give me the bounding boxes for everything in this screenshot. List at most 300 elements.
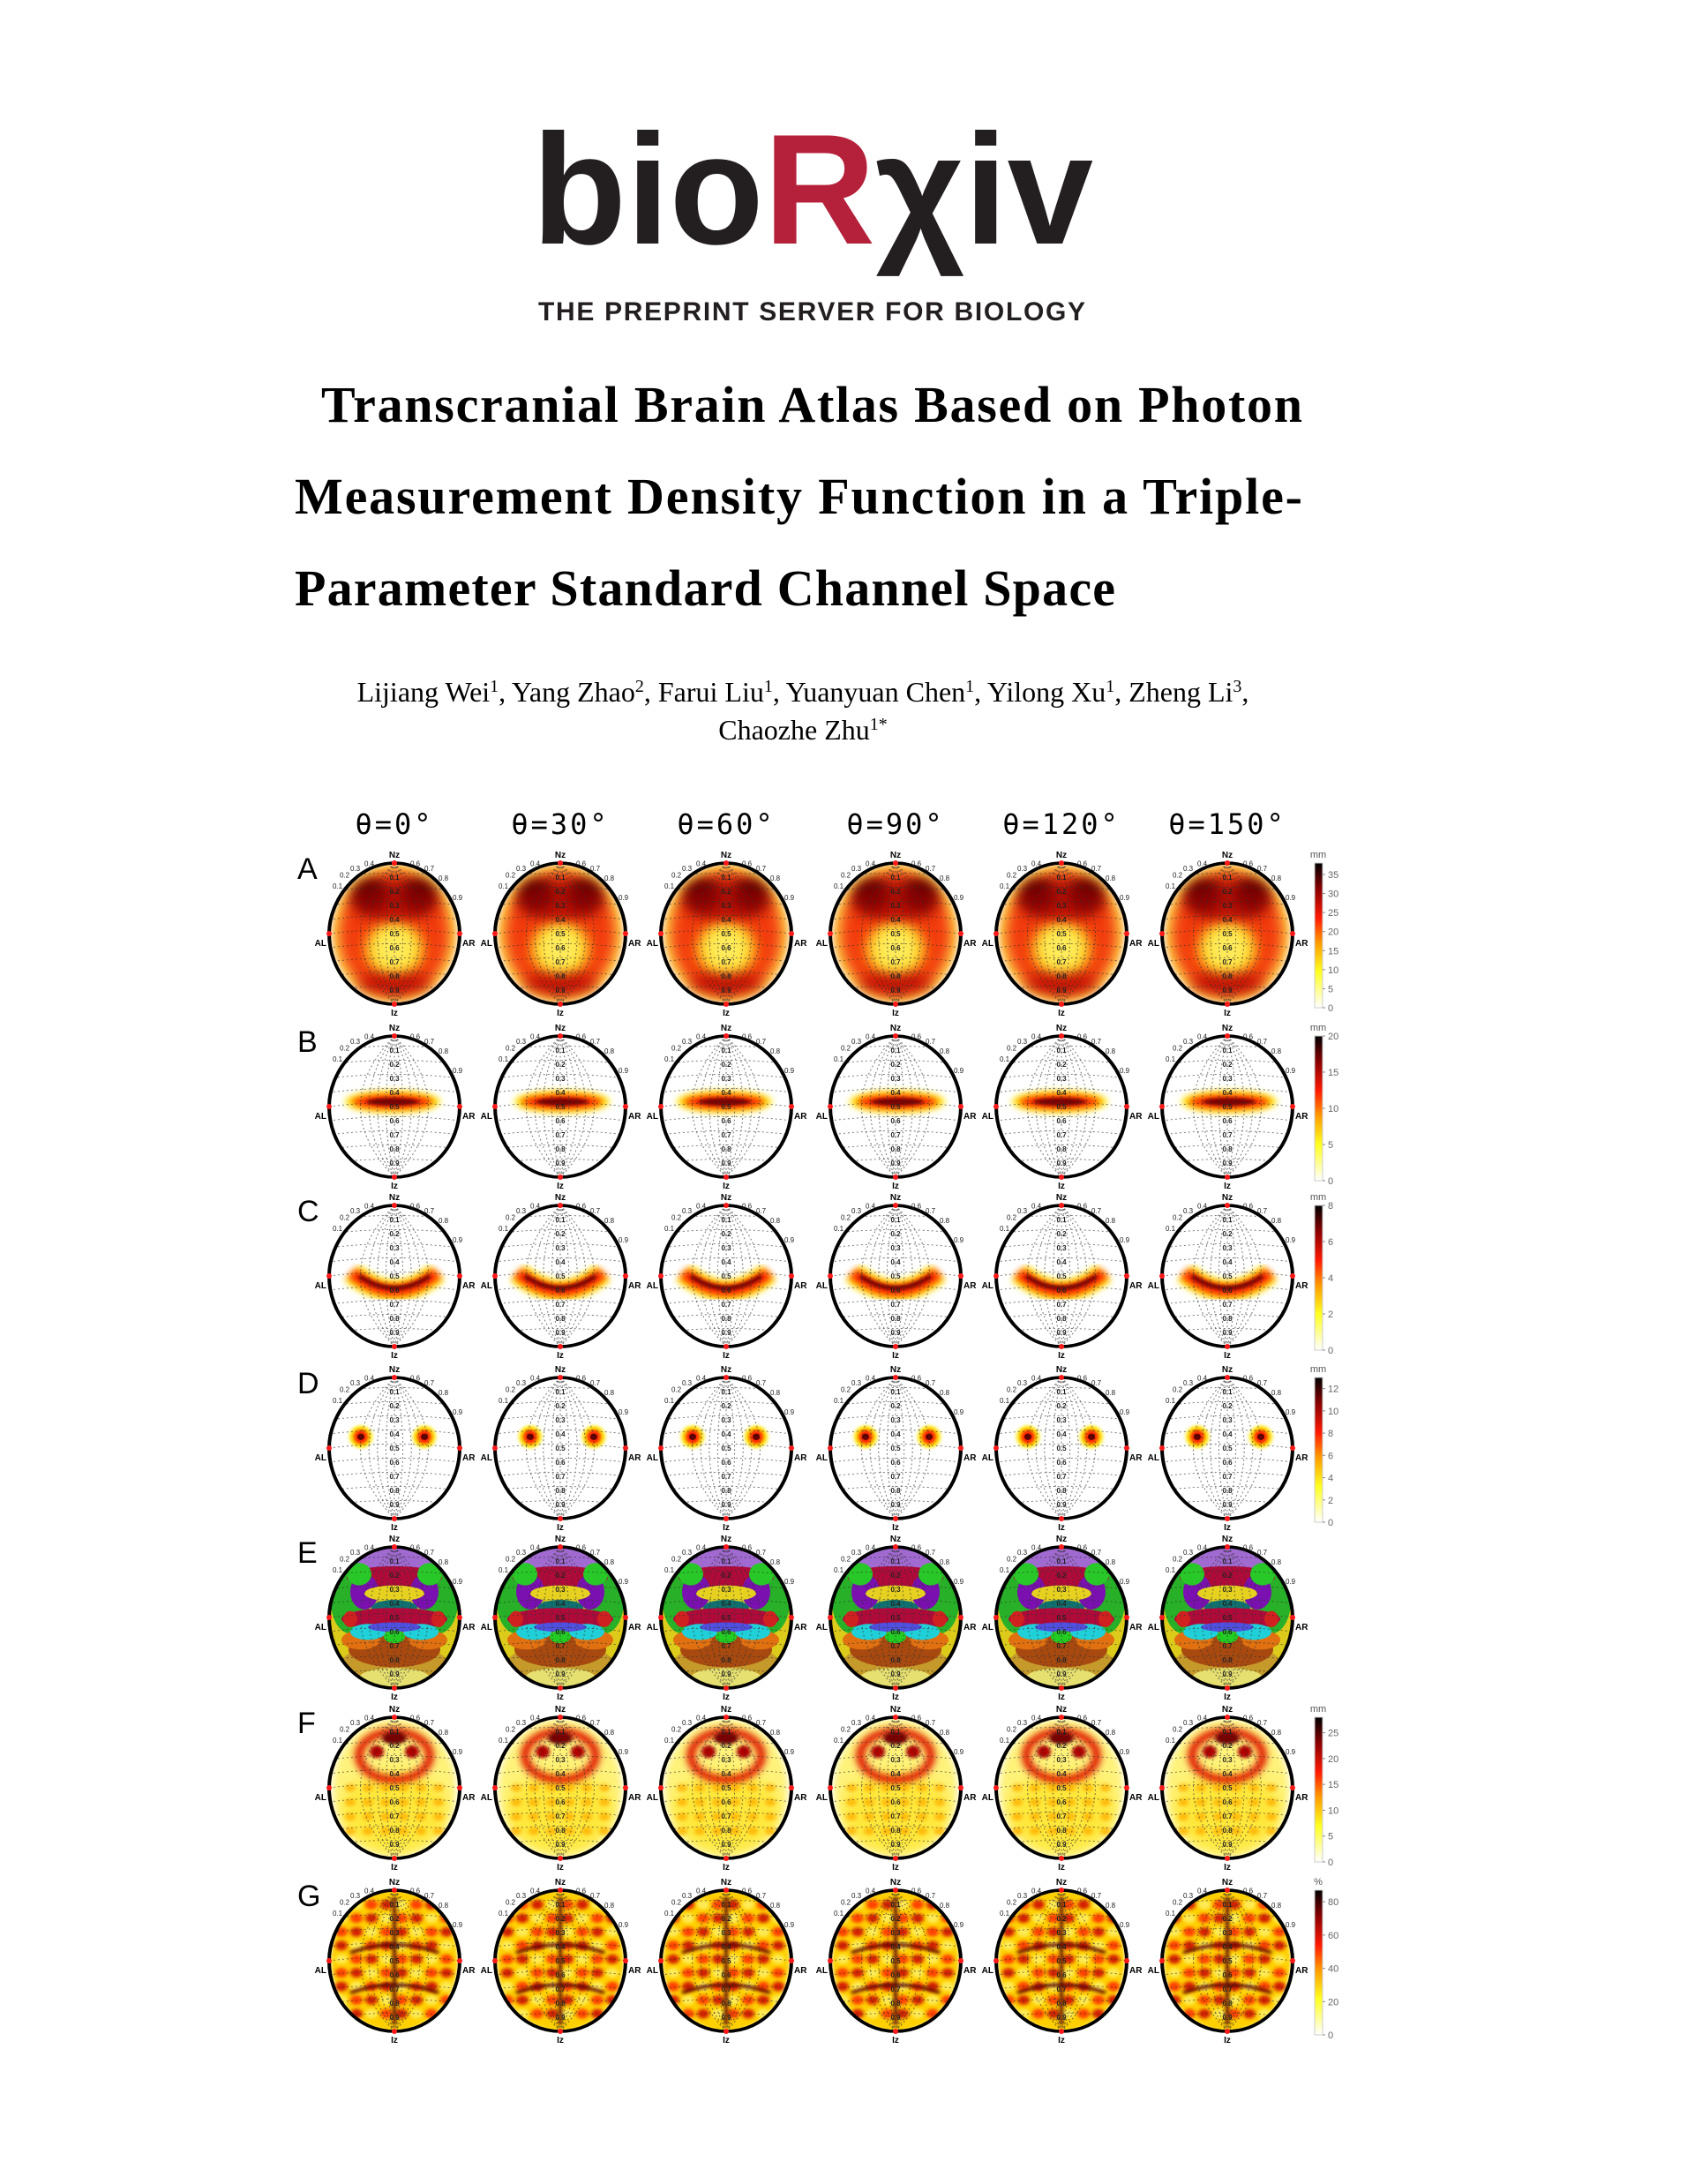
grid-tick-label: 0.1 bbox=[1056, 1728, 1067, 1736]
intensity-blob bbox=[1196, 1812, 1206, 1820]
perimeter-tick-label: 0.8 bbox=[439, 1047, 449, 1055]
grid-tick-label: 0.7 bbox=[1056, 1642, 1067, 1650]
grid-tick-label: 0.9 bbox=[555, 987, 566, 994]
fiducial-marker bbox=[392, 1175, 397, 1180]
perimeter-tick-label: 0.8 bbox=[1106, 874, 1116, 882]
grid-tick-label: 0.1 bbox=[1056, 1557, 1067, 1565]
perimeter-tick-label: 0.8 bbox=[940, 1389, 950, 1397]
head-label-iz: Iz bbox=[557, 1692, 564, 1702]
grid-tick-label: 0.6 bbox=[1056, 944, 1067, 952]
perimeter-tick-label: 0.8 bbox=[770, 1047, 781, 1055]
intensity-blob bbox=[742, 1900, 754, 1910]
head-label-ar: AR bbox=[462, 1453, 476, 1463]
grid-tick-label: 0.7 bbox=[890, 1301, 901, 1309]
perimeter-tick-label: 0.7 bbox=[756, 1892, 767, 1901]
grid-tick-label: 0.7 bbox=[890, 1131, 901, 1139]
intensity-blob bbox=[742, 1955, 754, 1964]
fiducial-marker bbox=[993, 1615, 999, 1620]
fiducial-marker bbox=[623, 1958, 628, 1963]
perimeter-tick-label: 0.7 bbox=[756, 1549, 767, 1557]
grid-tick-label: 0.4 bbox=[890, 916, 901, 924]
perimeter-tick-label: 0.9 bbox=[784, 1407, 795, 1416]
grid-tick-label: 0.8 bbox=[555, 972, 566, 980]
intensity-blob bbox=[335, 1955, 348, 1964]
perimeter-tick-label: 0.3 bbox=[1183, 1549, 1194, 1557]
intensity-blob bbox=[410, 1968, 423, 1978]
grid-tick-label: 0.9 bbox=[890, 1841, 901, 1849]
perimeter-tick-label: 0.9 bbox=[784, 1235, 795, 1244]
grid-tick-label: 0.2 bbox=[1222, 1402, 1233, 1410]
head-label-ar: AR bbox=[628, 1966, 641, 1976]
fiducial-marker bbox=[1124, 1104, 1129, 1109]
head-label-al: AL bbox=[1147, 1112, 1159, 1122]
head-label-nz: Nz bbox=[889, 1705, 902, 1715]
grid-tick-label: 0.3 bbox=[721, 1586, 731, 1594]
grid-tick-label: 0.4 bbox=[389, 1430, 400, 1438]
grid-tick-label: 0.1 bbox=[890, 1388, 901, 1396]
grid-tick-label: 0.1 bbox=[890, 1557, 901, 1565]
fiducial-marker bbox=[1059, 1888, 1064, 1893]
grid-tick-label: 0.1 bbox=[389, 1901, 400, 1909]
fiducial-marker bbox=[893, 1544, 898, 1550]
grid-tick-label: 0.3 bbox=[721, 1929, 731, 1937]
head-label-iz: Iz bbox=[892, 2036, 899, 2045]
intensity-blob bbox=[675, 1611, 689, 1627]
head-label-nz: Nz bbox=[720, 851, 732, 860]
head-label-al: AL bbox=[981, 1112, 993, 1122]
perimeter-tick-label: 0.2 bbox=[340, 871, 350, 880]
grid-tick-label: 0.8 bbox=[389, 1315, 400, 1323]
fiducial-marker bbox=[492, 931, 498, 936]
author-name: Farui Liu bbox=[657, 676, 764, 708]
perimeter-tick-label: 0.6 bbox=[1077, 859, 1088, 868]
perimeter-tick-label: 0.4 bbox=[530, 1543, 541, 1552]
intensity-blob bbox=[926, 1927, 939, 1937]
grid-tick-label: 0.7 bbox=[1222, 1301, 1233, 1309]
grid-tick-label: 0.1 bbox=[890, 1728, 901, 1736]
fiducial-marker bbox=[993, 1785, 999, 1790]
perimeter-tick-label: 0.9 bbox=[1286, 1577, 1296, 1586]
intensity-blob bbox=[1178, 1812, 1188, 1820]
grid-tick-label: 0.7 bbox=[555, 1131, 566, 1139]
grid-tick-label: 0.2 bbox=[890, 1061, 901, 1069]
fiducial-marker bbox=[958, 1785, 963, 1790]
grid-tick-label: 0.7 bbox=[721, 1985, 731, 1993]
grid-tick-label: 0.9 bbox=[389, 1670, 400, 1678]
perimeter-tick-label: 0.4 bbox=[364, 1543, 375, 1552]
colorbar-tick-label: 2 bbox=[1328, 1495, 1334, 1506]
fiducial-marker bbox=[457, 1104, 462, 1109]
fiducial-marker bbox=[893, 1685, 898, 1691]
intensity-blob bbox=[742, 1995, 754, 2005]
perimeter-tick-label: 0.6 bbox=[911, 859, 922, 868]
author-affiliation: 1* bbox=[869, 715, 888, 734]
grid-tick-label: 0.9 bbox=[1222, 1670, 1233, 1678]
grid-tick-label: 0.7 bbox=[1222, 1812, 1233, 1820]
grid-tick-label: 0.3 bbox=[389, 1929, 400, 1937]
perimeter-tick-label: 0.2 bbox=[841, 1898, 851, 1907]
intensity-blob bbox=[363, 1798, 373, 1806]
head-label-al: AL bbox=[981, 1453, 993, 1463]
intensity-blob bbox=[1273, 1940, 1286, 1950]
head-label-nz: Nz bbox=[1221, 1705, 1233, 1715]
colorbar-tick-label: 6 bbox=[1328, 1451, 1334, 1462]
perimeter-tick-label: 0.9 bbox=[453, 1407, 463, 1416]
perimeter-tick-label: 0.1 bbox=[834, 1055, 844, 1064]
intensity-blob bbox=[1198, 1968, 1211, 1978]
intensity-blob bbox=[606, 1955, 619, 1964]
grid-tick-label: 0.8 bbox=[890, 972, 901, 980]
head-label-al: AL bbox=[480, 1793, 492, 1803]
grid-tick-label: 0.5 bbox=[555, 1272, 566, 1280]
fiducial-marker bbox=[1124, 1273, 1129, 1279]
head-label-iz: Iz bbox=[391, 1692, 398, 1702]
intensity-blob bbox=[1077, 1995, 1090, 2005]
intensity-blob bbox=[576, 2009, 589, 2019]
perimeter-tick-label: 0.7 bbox=[1091, 1379, 1102, 1388]
perimeter-tick-label: 0.6 bbox=[1243, 859, 1254, 868]
perimeter-tick-label: 0.4 bbox=[1031, 1032, 1042, 1041]
grid-tick-label: 0.6 bbox=[389, 1798, 400, 1806]
intensity-blob bbox=[846, 1798, 857, 1806]
perimeter-tick-label: 0.1 bbox=[1166, 1225, 1176, 1234]
perimeter-tick-label: 0.1 bbox=[1000, 882, 1010, 891]
intensity-blob bbox=[1258, 1913, 1271, 1923]
perimeter-tick-label: 0.1 bbox=[834, 1225, 844, 1234]
fiducial-marker bbox=[1059, 1002, 1064, 1007]
grid-tick-label: 0.3 bbox=[555, 1244, 566, 1252]
head-label-iz: Iz bbox=[391, 1351, 398, 1361]
head-label-nz: Nz bbox=[554, 1193, 566, 1203]
grid-tick-label: 0.5 bbox=[389, 1272, 400, 1280]
perimeter-tick-label: 0.2 bbox=[1173, 1725, 1183, 1734]
author-separator: , bbox=[499, 676, 512, 708]
grid-tick-label: 0.5 bbox=[721, 1103, 731, 1111]
grid-tick-label: 0.3 bbox=[721, 902, 731, 910]
fiducial-marker bbox=[558, 1715, 563, 1720]
figure-pmdf-maps bbox=[297, 807, 1338, 2045]
perimeter-tick-label: 0.1 bbox=[834, 1737, 844, 1745]
grid-tick-label: 0.8 bbox=[389, 1487, 400, 1495]
colorbar-tick-label: 0 bbox=[1328, 1176, 1334, 1187]
grid-tick-label: 0.8 bbox=[1056, 1315, 1067, 1323]
fiducial-marker bbox=[789, 1615, 794, 1620]
perimeter-tick-label: 0.1 bbox=[1166, 1566, 1176, 1575]
head-label-ar: AR bbox=[1295, 1281, 1308, 1291]
grid-tick-label: 0.5 bbox=[555, 1103, 566, 1111]
head-label-iz: Iz bbox=[1058, 1351, 1065, 1361]
grid-tick-label: 0.8 bbox=[1222, 1656, 1233, 1664]
grid-tick-label: 0.3 bbox=[1056, 1244, 1067, 1252]
grid-tick-label: 0.8 bbox=[555, 1315, 566, 1323]
author-name: Yilong Xu bbox=[986, 676, 1106, 708]
grid-tick-label: 0.7 bbox=[890, 1985, 901, 1993]
intensity-blob bbox=[1107, 1940, 1120, 1950]
intensity-blob bbox=[1092, 1955, 1105, 1964]
fiducial-marker bbox=[1059, 1685, 1064, 1691]
grid-tick-label: 0.7 bbox=[1222, 1985, 1233, 1993]
grid-tick-label: 0.8 bbox=[1056, 1827, 1067, 1835]
intensity-blob bbox=[416, 1783, 426, 1791]
author-separator: , bbox=[974, 676, 987, 708]
grid-tick-label: 0.6 bbox=[555, 1798, 566, 1806]
head-label-iz: Iz bbox=[557, 1523, 564, 1533]
perimeter-tick-label: 0.1 bbox=[1000, 1397, 1010, 1406]
fiducial-marker bbox=[993, 1445, 999, 1451]
perimeter-tick-label: 0.2 bbox=[340, 1044, 350, 1053]
head-label-iz: Iz bbox=[1058, 1863, 1065, 1873]
grid-tick-label: 0.5 bbox=[890, 1784, 901, 1792]
perimeter-tick-label: 0.6 bbox=[742, 859, 753, 868]
grid-tick-label: 0.2 bbox=[890, 1572, 901, 1580]
perimeter-tick-label: 0.3 bbox=[1183, 1379, 1194, 1388]
head-map bbox=[481, 1024, 642, 1191]
intensity-blob bbox=[844, 1611, 858, 1627]
perimeter-tick-label: 0.8 bbox=[940, 1902, 950, 1910]
head-label-iz: Iz bbox=[723, 1863, 730, 1873]
grid-tick-label: 0.6 bbox=[1056, 1798, 1067, 1806]
grid-tick-label: 0.1 bbox=[389, 1388, 400, 1396]
grid-tick-label: 0.9 bbox=[389, 2014, 400, 2022]
perimeter-tick-label: 0.2 bbox=[506, 1725, 516, 1734]
grid-tick-label: 0.2 bbox=[389, 1230, 400, 1238]
colorbar-tick-label: 10 bbox=[1328, 1104, 1339, 1115]
colorbar-unit: mm bbox=[1309, 1192, 1327, 1203]
intensity-blob bbox=[941, 1940, 954, 1950]
intensity-blob bbox=[1032, 1995, 1045, 2005]
head-label-ar: AR bbox=[628, 1112, 641, 1122]
perimeter-tick-label: 0.2 bbox=[506, 1898, 516, 1907]
fiducial-marker bbox=[492, 1615, 498, 1620]
perimeter-tick-label: 0.6 bbox=[911, 1032, 922, 1041]
head-map bbox=[1148, 1365, 1309, 1533]
perimeter-tick-label: 0.9 bbox=[453, 1235, 463, 1244]
intensity-blob bbox=[697, 1927, 709, 1937]
head-label-nz: Nz bbox=[720, 1878, 732, 1888]
head-label-iz: Iz bbox=[892, 1692, 899, 1702]
perimeter-tick-label: 0.8 bbox=[439, 874, 449, 882]
head-label-al: AL bbox=[815, 1623, 828, 1632]
perimeter-tick-label: 0.2 bbox=[671, 871, 682, 880]
intensity-blob bbox=[335, 1982, 348, 1992]
fiducial-marker bbox=[828, 1104, 833, 1109]
intensity-blob bbox=[529, 1812, 539, 1820]
intensity-blob bbox=[1178, 1783, 1188, 1791]
colorbar-tick-label: 80 bbox=[1328, 1897, 1339, 1909]
grid-tick-label: 0.2 bbox=[721, 1402, 731, 1410]
grid-tick-label: 0.5 bbox=[389, 1614, 400, 1622]
head-label-iz: Iz bbox=[892, 1009, 899, 1018]
perimeter-tick-label: 0.2 bbox=[1007, 1725, 1017, 1734]
grid-tick-label: 0.2 bbox=[389, 888, 400, 896]
intensity-blob bbox=[1010, 1611, 1024, 1627]
perimeter-tick-label: 0.9 bbox=[784, 1577, 795, 1586]
grid-tick-label: 0.9 bbox=[555, 1329, 566, 1337]
grid-tick-label: 0.6 bbox=[555, 1971, 566, 1979]
grid-tick-label: 0.3 bbox=[555, 1586, 566, 1594]
perimeter-tick-label: 0.8 bbox=[1271, 1047, 1282, 1055]
perimeter-tick-label: 0.1 bbox=[333, 1397, 343, 1406]
perimeter-tick-label: 0.4 bbox=[696, 859, 707, 868]
grid-tick-label: 0.5 bbox=[1056, 1445, 1067, 1452]
intensity-blob bbox=[1248, 1798, 1259, 1806]
perimeter-tick-label: 0.3 bbox=[350, 1719, 361, 1728]
perimeter-tick-label: 0.8 bbox=[604, 1047, 615, 1055]
perimeter-tick-label: 0.8 bbox=[940, 1729, 950, 1737]
perimeter-tick-label: 0.7 bbox=[756, 1038, 767, 1047]
grid-tick-label: 0.8 bbox=[555, 1656, 566, 1664]
grid-tick-label: 0.3 bbox=[1222, 1244, 1233, 1252]
perimeter-tick-label: 0.8 bbox=[1271, 1558, 1282, 1566]
intensity-blob bbox=[836, 1982, 849, 1992]
fiducial-marker bbox=[724, 1002, 729, 1007]
grid-tick-label: 0.8 bbox=[389, 2000, 400, 2008]
head-label-al: AL bbox=[646, 1793, 658, 1803]
grid-tick-label: 0.2 bbox=[890, 1742, 901, 1750]
fiducial-marker bbox=[1225, 1544, 1230, 1550]
head-label-ar: AR bbox=[462, 1966, 476, 1976]
intensity-blob bbox=[591, 1913, 604, 1923]
colorbar-unit: % bbox=[1314, 1877, 1323, 1888]
grid-tick-label: 0.6 bbox=[1056, 1971, 1067, 1979]
perimeter-tick-label: 0.3 bbox=[516, 1038, 527, 1047]
colorbar-unit: mm bbox=[1309, 1704, 1327, 1715]
colorbar-tick-label: 20 bbox=[1328, 927, 1339, 938]
colorbar-gradient bbox=[1315, 1890, 1323, 2035]
grid-tick-label: 0.3 bbox=[555, 1075, 566, 1083]
grid-tick-label: 0.5 bbox=[1056, 1784, 1067, 1792]
perimeter-tick-label: 0.8 bbox=[604, 874, 615, 882]
grid-tick-label: 0.2 bbox=[721, 1061, 731, 1069]
title-line-1: Transcranial Brain Atlas Based on Photon bbox=[321, 376, 1302, 433]
intensity-blob bbox=[772, 1982, 784, 1992]
colorbar-tick-label: 5 bbox=[1328, 1140, 1334, 1151]
perimeter-tick-label: 0.6 bbox=[1243, 1032, 1254, 1041]
intensity-blob bbox=[597, 1611, 611, 1627]
colorbar-gradient bbox=[1315, 1205, 1323, 1350]
head-label-al: AL bbox=[314, 1793, 326, 1803]
head-map bbox=[315, 1535, 476, 1702]
grid-tick-label: 0.3 bbox=[890, 1756, 901, 1764]
intensity-blob bbox=[350, 1913, 363, 1923]
fiducial-marker bbox=[893, 1715, 898, 1720]
grid-tick-label: 0.6 bbox=[721, 944, 731, 952]
head-label-al: AL bbox=[646, 1281, 658, 1291]
grid-tick-label: 0.9 bbox=[890, 2014, 901, 2022]
perimeter-tick-label: 0.6 bbox=[576, 859, 587, 868]
fiducial-marker bbox=[623, 1273, 628, 1279]
grid-tick-label: 0.5 bbox=[1056, 1272, 1067, 1280]
grid-tick-label: 0.5 bbox=[721, 1272, 731, 1280]
fiducial-marker bbox=[724, 860, 729, 866]
perimeter-tick-label: 0.8 bbox=[1271, 1217, 1282, 1225]
grid-tick-label: 0.5 bbox=[389, 930, 400, 938]
grid-tick-label: 0.7 bbox=[1222, 1473, 1233, 1481]
perimeter-tick-label: 0.3 bbox=[350, 1379, 361, 1388]
grid-tick-label: 0.8 bbox=[1056, 2000, 1067, 2008]
perimeter-tick-label: 0.1 bbox=[1166, 1397, 1176, 1406]
perimeter-tick-label: 0.8 bbox=[770, 1902, 781, 1910]
perimeter-tick-label: 0.7 bbox=[424, 1207, 435, 1216]
intensity-blob bbox=[1092, 1927, 1105, 1937]
grid-tick-label: 0.6 bbox=[721, 1798, 731, 1806]
perimeter-tick-label: 0.9 bbox=[1286, 1747, 1296, 1756]
perimeter-tick-label: 0.8 bbox=[604, 1558, 615, 1566]
intensity-blob bbox=[677, 1783, 687, 1791]
intensity-blob bbox=[772, 1940, 784, 1950]
head-label-iz: Iz bbox=[723, 1523, 730, 1533]
grid-tick-label: 0.7 bbox=[389, 1301, 400, 1309]
grid-tick-label: 0.1 bbox=[555, 1216, 566, 1224]
perimeter-tick-label: 0.7 bbox=[424, 1379, 435, 1388]
intensity-blob bbox=[1030, 1783, 1040, 1791]
perimeter-tick-label: 0.1 bbox=[333, 1055, 343, 1064]
grid-tick-label: 0.6 bbox=[555, 1628, 566, 1636]
perimeter-tick-label: 0.6 bbox=[742, 1887, 753, 1895]
perimeter-tick-label: 0.8 bbox=[439, 1729, 449, 1737]
intensity-blob bbox=[529, 1798, 539, 1806]
intensity-blob bbox=[343, 1611, 357, 1627]
intensity-blob bbox=[365, 1900, 378, 1910]
grid-tick-label: 0.1 bbox=[555, 1557, 566, 1565]
grid-tick-label: 0.4 bbox=[1222, 1943, 1233, 1951]
perimeter-tick-label: 0.6 bbox=[911, 1202, 922, 1211]
perimeter-tick-label: 0.4 bbox=[1031, 1543, 1042, 1552]
grid-tick-label: 0.6 bbox=[389, 1971, 400, 1979]
perimeter-tick-label: 0.8 bbox=[1271, 874, 1282, 882]
intensity-blob bbox=[864, 1783, 874, 1791]
fiducial-marker bbox=[492, 1958, 498, 1963]
head-label-al: AL bbox=[815, 1112, 828, 1122]
grid-tick-label: 0.1 bbox=[389, 874, 400, 882]
perimeter-tick-label: 0.4 bbox=[530, 1202, 541, 1211]
grid-tick-label: 0.2 bbox=[389, 1915, 400, 1923]
grid-tick-label: 0.9 bbox=[721, 1670, 731, 1678]
colorbar bbox=[1310, 1704, 1338, 1868]
intensity-blob bbox=[1077, 2009, 1090, 2019]
perimeter-tick-label: 0.7 bbox=[756, 1379, 767, 1388]
head-map bbox=[982, 851, 1143, 1018]
fiducial-marker bbox=[658, 1958, 664, 1963]
perimeter-tick-label: 0.8 bbox=[1106, 1389, 1116, 1397]
head-label-iz: Iz bbox=[1224, 1863, 1231, 1873]
grid-tick-label: 0.8 bbox=[890, 1827, 901, 1835]
grid-tick-label: 0.5 bbox=[890, 930, 901, 938]
perimeter-tick-label: 0.7 bbox=[1257, 1892, 1268, 1901]
grid-tick-label: 0.1 bbox=[890, 1901, 901, 1909]
perimeter-tick-label: 0.3 bbox=[682, 865, 693, 874]
grid-tick-label: 0.5 bbox=[721, 1957, 731, 1965]
perimeter-tick-label: 0.4 bbox=[1031, 1374, 1042, 1383]
perimeter-tick-label: 0.2 bbox=[1007, 1044, 1017, 1053]
head-label-iz: Iz bbox=[557, 1863, 564, 1873]
grid-tick-label: 0.7 bbox=[389, 1131, 400, 1139]
grid-tick-label: 0.4 bbox=[1222, 1089, 1233, 1097]
perimeter-tick-label: 0.9 bbox=[453, 1577, 463, 1586]
fiducial-marker bbox=[1124, 1445, 1129, 1451]
perimeter-tick-label: 0.1 bbox=[499, 1225, 509, 1234]
fiducial-marker bbox=[1059, 1856, 1064, 1861]
perimeter-tick-label: 0.8 bbox=[1271, 1729, 1282, 1737]
head-map bbox=[1148, 1535, 1309, 1702]
perimeter-tick-label: 0.7 bbox=[1091, 1207, 1102, 1216]
intensity-blob bbox=[851, 1913, 864, 1923]
intensity-blob bbox=[440, 1955, 453, 1964]
perimeter-tick-label: 0.2 bbox=[506, 871, 516, 880]
grid-tick-label: 0.4 bbox=[1222, 1430, 1233, 1438]
intensity-blob bbox=[1092, 1913, 1105, 1923]
perimeter-tick-label: 0.2 bbox=[841, 1044, 851, 1053]
